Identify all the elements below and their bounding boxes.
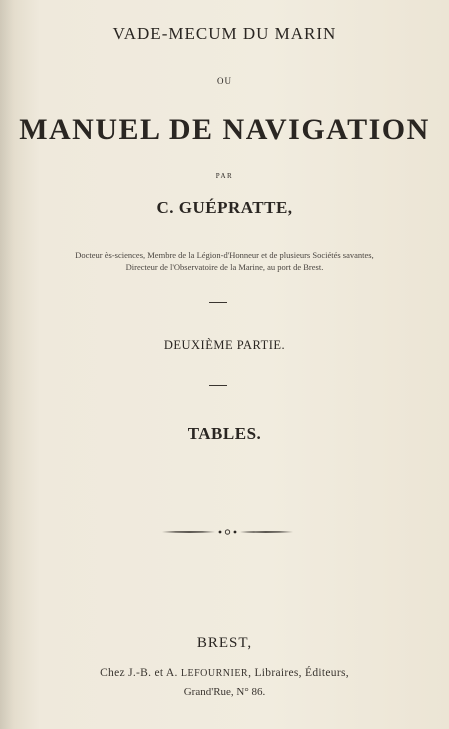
separator-rule [209,385,227,386]
section-heading: TABLES. [187,424,262,443]
part-heading: DEUXIÈME PARTIE. [163,338,286,352]
conjunction: OU [217,76,232,86]
city: BREST, [196,635,253,651]
address: Grand'Rue, N° 86. [183,686,266,698]
publisher-suffix: , Libraires, Éditeurs, [248,667,349,679]
publisher-name: LEFOURNIER [180,668,249,679]
main-title: MANUEL DE NAVIGATION [19,113,430,146]
author-credentials-1: Docteur ès-sciences, Membre de la Légion-d'Honneur et de plusieurs Sociétés savantes, [75,250,374,260]
author-name: C. GUÉPRATTE, [156,198,293,217]
publisher [0,667,449,679]
separator-rule [209,302,227,303]
ornament-rule [160,527,295,537]
by-label: PAR [215,172,234,180]
title-line-1: VADE-MECUM DU MARIN [112,24,337,43]
publisher-prefix: Chez J.-B. et A. [100,667,178,679]
author-credentials-2: Directeur de l'Observatoire de la Marine, au port de Brest. [125,262,324,272]
